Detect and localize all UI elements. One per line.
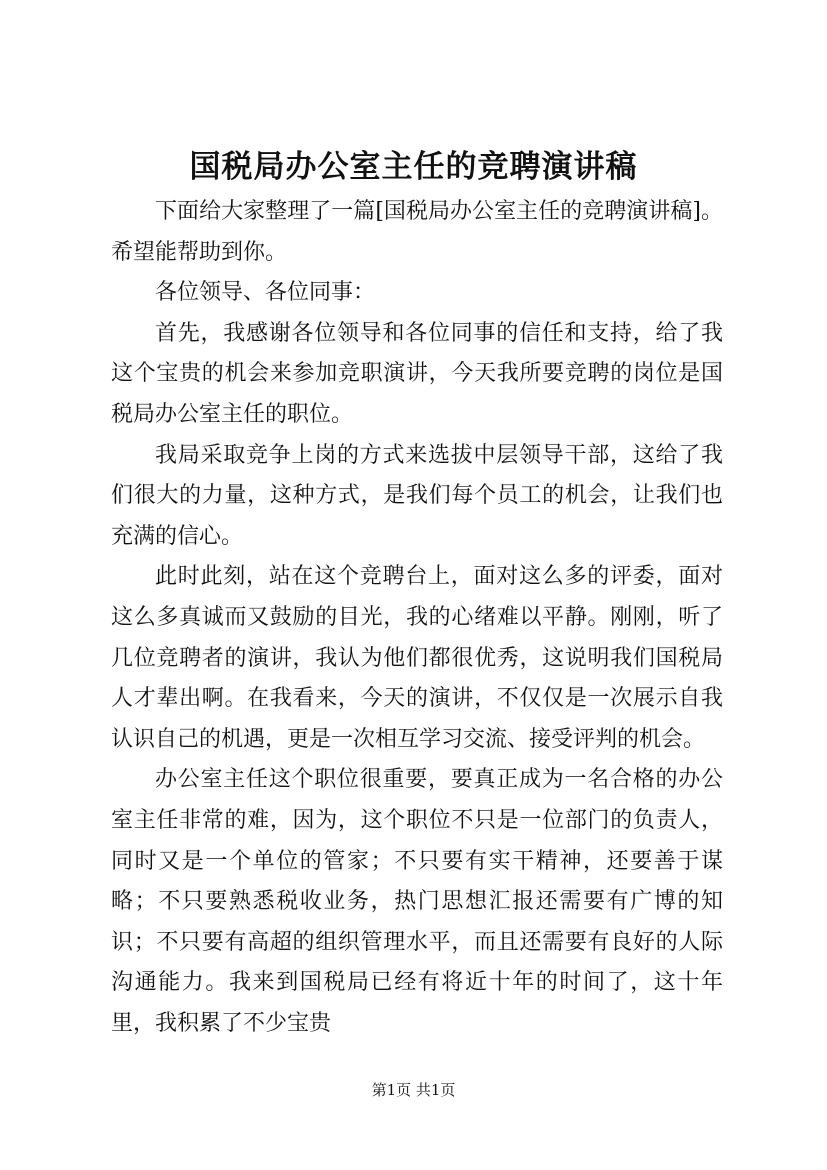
document-title: 国税局办公室主任的竞聘演讲稿 <box>189 149 638 185</box>
paragraph-salutation: 各位领导、各位同事： <box>155 280 376 306</box>
paragraph-moment: 此时此刻，站在这个竞聘台上，面对这么多的评委，面对这么多真诚而又鼓励的目光，我的心绪难以平静。刚刚，听了几位竞聘者的演讲，我认为他们都很优秀，这说明我们国税局人才辈出啊。在我看来，今天的演讲，不仅仅是一次展示自我认识自己的机遇，更是一次相互学习交流、接受评判的机会。 <box>111 564 723 752</box>
document-body <box>111 192 723 1044</box>
paragraph-position: 办公室主任这个职位很重要，要真正成为一名合格的办公室主任非常的难，因为，这个职位不只是一位部门的负责人，同时又是一个单位的管家；不只要有实干精神，还要善于谋略；不只要熟悉税收业务，热门思想汇报还需要有广博的知识；不只要有高超的组织管理水平，而且还需要有良好的人际沟通能力。我来到国税局已经有将近十年的时间了，这十年里，我积累了不少宝贵 <box>111 767 723 1036</box>
paragraph-competition: 我局采取竞争上岗的方式来选拔中层领导干部，这给了我们很大的力量，这种方式，是我们每个员工的机会，让我们也充满的信心。 <box>111 442 723 549</box>
paragraph-thanks: 首先，我感谢各位领导和各位同事的信任和支持，给了我这个宝贵的机会来参加竞职演讲，今天我所要竞聘的岗位是国税局办公室主任的职位。 <box>111 320 723 427</box>
page-number: 第1页 共1页 <box>371 1081 456 1099</box>
paragraph-intro: 下面给大家整理了一篇[国税局办公室主任的竞聘演讲稿]。希望能帮助到你。 <box>111 199 723 265</box>
